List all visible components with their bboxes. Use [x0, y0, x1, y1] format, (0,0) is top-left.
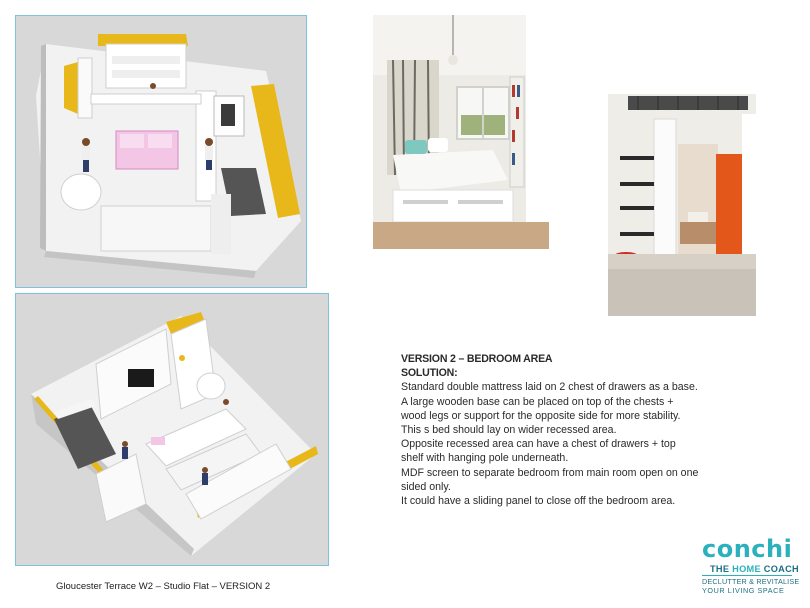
logo-slogan-line-1: DECLUTTER & REVITALISE — [702, 577, 800, 586]
description-line: It could have a sliding panel to close off the bedroom area. — [401, 495, 676, 508]
sliding-panel-photo-image — [608, 94, 756, 316]
section-heading: VERSION 2 – BEDROOM AREA — [401, 353, 553, 365]
footer-caption: Gloucester Terrace W2 – Studio Flat – VERSION 2 — [56, 581, 271, 592]
logo-tagline-a: THE — [710, 564, 733, 574]
floorplan-top-view — [15, 15, 307, 288]
bedroom-photo-image — [373, 15, 549, 249]
floorplan-angled-render — [16, 294, 329, 566]
description-line: Opposite recessed area can have a chest of drawers + top shelf with hanging pole underneath. — [401, 438, 676, 465]
conchi-logo — [700, 535, 800, 605]
sliding-panel-photo — [608, 94, 756, 316]
description-block — [401, 352, 701, 508]
section-subheading: SOLUTION: — [401, 367, 458, 380]
logo-divider — [702, 575, 792, 576]
floorplan-top-render — [16, 16, 307, 288]
bedroom-photo — [373, 15, 549, 249]
description-line: MDF screen to separate bedroom from main room open on one sided only. — [401, 466, 699, 493]
logo-tagline-c: COACH — [760, 564, 799, 574]
logo-slogan-line-2: YOUR LIVING SPACE — [702, 586, 785, 595]
description-line: Standard double mattress laid on 2 chest of drawers as a base. — [401, 381, 698, 394]
description-line: A large wooden base can be placed on top of the chests + wood legs or support for the opposite side for more stability. — [401, 395, 681, 422]
logo-tagline-b: HOME — [732, 564, 761, 574]
logo-tagline — [710, 564, 799, 574]
floorplan-angled-view — [15, 293, 329, 566]
logo-wordmark: conchi — [702, 535, 793, 563]
description-line: This s bed should lay on wider recessed area. — [401, 424, 617, 437]
